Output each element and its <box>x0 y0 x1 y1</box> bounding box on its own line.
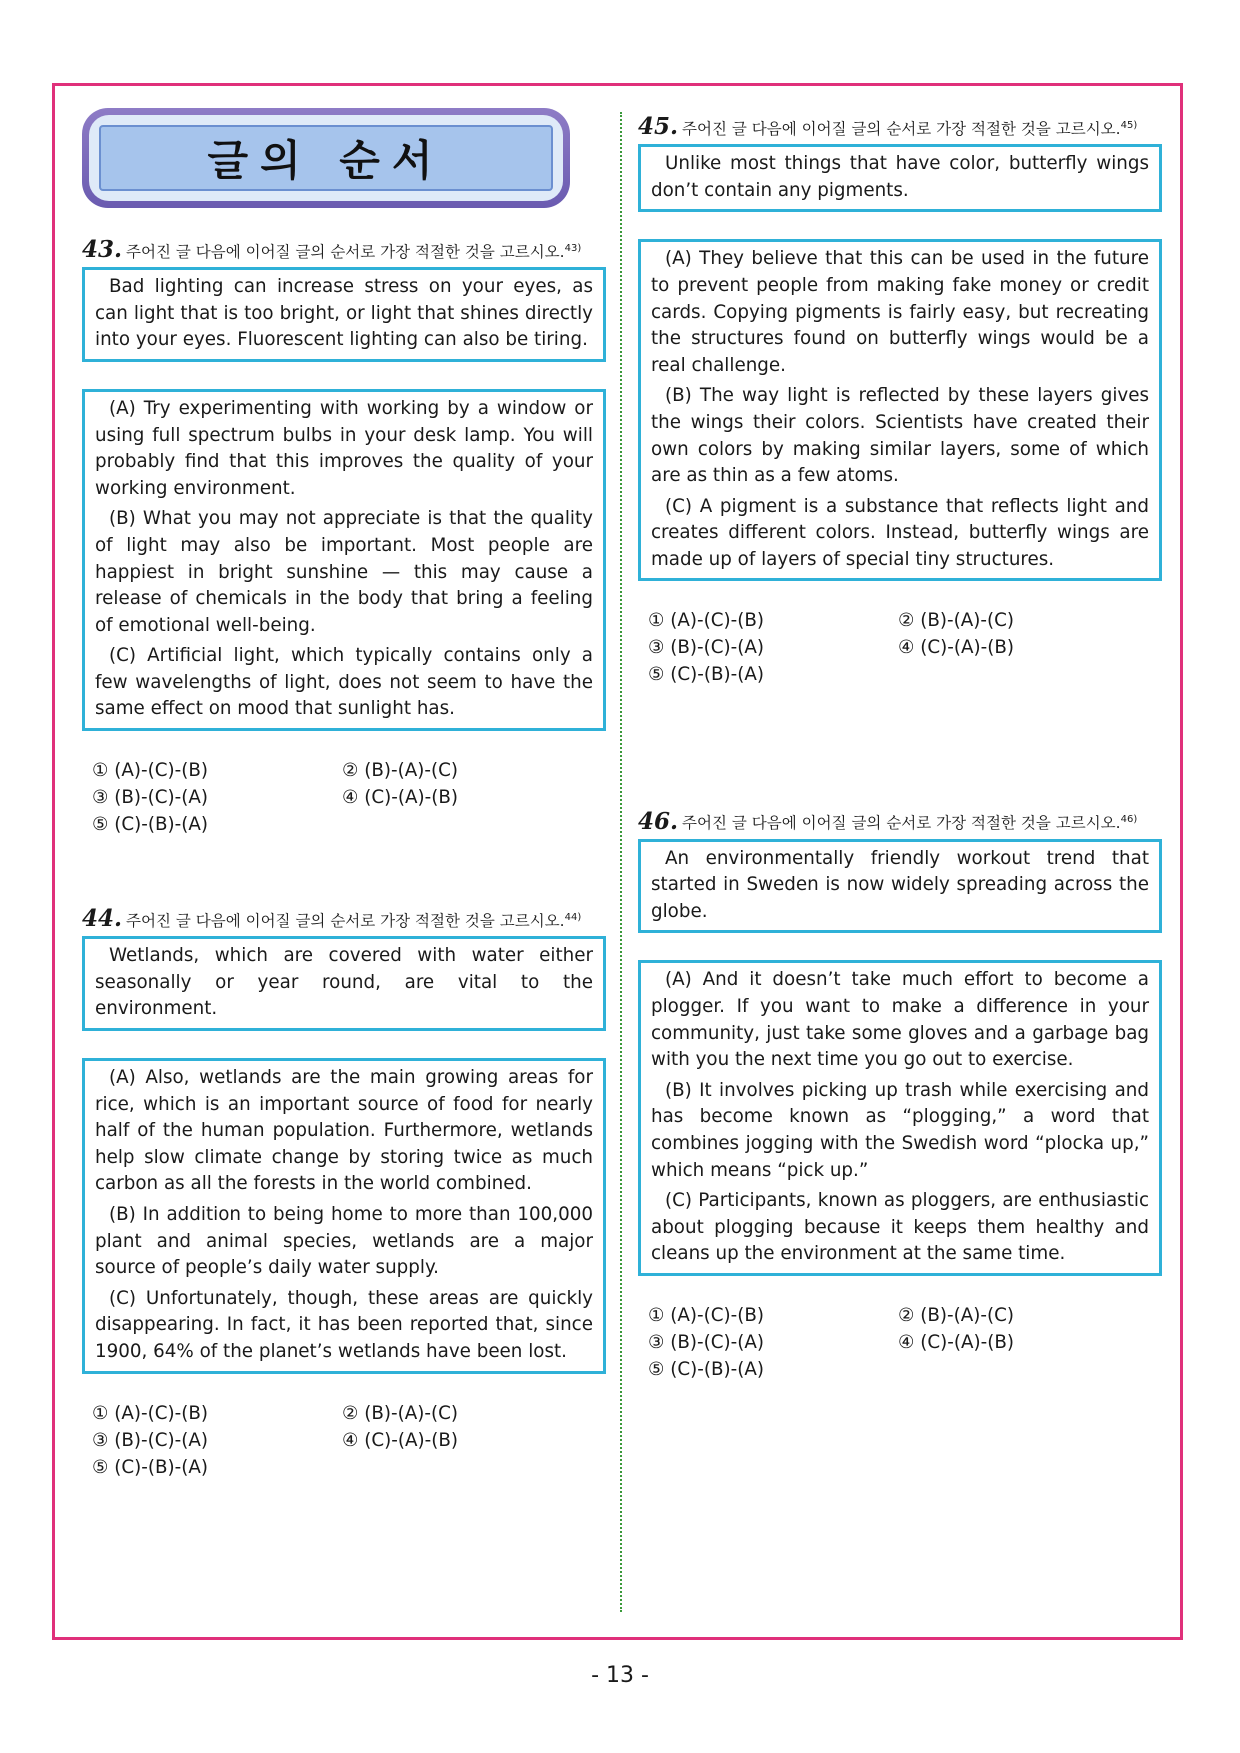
left-column <box>82 108 606 1480</box>
ordering-passages-box <box>82 389 606 731</box>
passage-c: (C) Participants, known as ploggers, are enthusiastic about plogging because it keeps them healthy and cleans up the environment at the same time. <box>651 1190 1149 1265</box>
footnote-ref: 46) <box>1120 814 1138 826</box>
choice-4[interactable]: ④ (C)-(A)-(B) <box>342 1429 458 1451</box>
column-divider <box>620 112 622 1612</box>
question-prompt: 46. 주어진 글 다음에 이어질 글의 순서로 가장 적절한 것을 고르시오.$^{46)}$ <box>638 807 1138 835</box>
question-number: 44. <box>82 905 123 933</box>
passage-a: (A) And it doesn’t take much effort to become a plogger. If you want to make a difference in your community, just take some gloves and a garbage bag with you the next time you go out to exercise. <box>651 969 1149 1071</box>
choice-4[interactable]: ④ (C)-(A)-(B) <box>898 1331 1014 1353</box>
question-prompt: 44. 주어진 글 다음에 이어질 글의 순서로 가장 적절한 것을 고르시오.$^{44)}$ <box>82 905 582 933</box>
intro-passage-box <box>638 839 1162 934</box>
choice-2[interactable]: ② (B)-(A)-(C) <box>898 610 1014 632</box>
choice-3[interactable]: ③ (B)-(C)-(A) <box>92 787 208 809</box>
question-45 <box>638 115 1162 687</box>
question-prompt: 45. 주어진 글 다음에 이어질 글의 순서로 가장 적절한 것을 고르시오.$^{45)}$ <box>638 113 1138 141</box>
choice-5[interactable]: ⑤ (C)-(B)-(A) <box>92 814 208 836</box>
ordering-passages-box <box>638 239 1162 581</box>
footnote-ref: 44) <box>564 912 582 924</box>
answer-choices <box>638 1303 1162 1382</box>
intro-passage: Bad lighting can increase stress on your eyes, as can light that is too bright, or light that shines directly into your eyes. Fluorescent lighting can also be tiring. <box>95 276 593 351</box>
intro-passage-box <box>82 267 606 362</box>
intro-passage-box <box>638 144 1162 212</box>
right-column <box>638 115 1162 1382</box>
question-43 <box>82 238 606 837</box>
choice-3[interactable]: ③ (B)-(C)-(A) <box>648 1331 764 1353</box>
choice-5[interactable]: ⑤ (C)-(B)-(A) <box>648 664 764 686</box>
passage-a: (A) Try experimenting with working by a window or using full spectrum bulbs in your desk lamp. You will probably find that this improves the quality of your working environment. <box>95 397 593 499</box>
passage-a: (A) They believe that this can be used in the future to prevent people from making fake money or credit cards. Copying pigments is fairly easy, but recreating the structures found on butterfly wings would be a real challenge. <box>651 248 1149 376</box>
page-number: - 13 - <box>591 1663 649 1688</box>
choice-2[interactable]: ② (B)-(A)-(C) <box>898 1304 1014 1326</box>
ordering-passages-box <box>82 1058 606 1374</box>
choice-1[interactable]: ① (A)-(C)-(B) <box>648 1304 764 1326</box>
question-44 <box>82 907 606 1479</box>
choice-4[interactable]: ④ (C)-(A)-(B) <box>342 787 458 809</box>
passage-b: (B) In addition to being home to more than 100,000 plant and animal species, wetlands are a major source of people’s daily water supply. <box>95 1203 593 1279</box>
choice-5[interactable]: ⑤ (C)-(B)-(A) <box>92 1456 208 1478</box>
intro-passage: An environmentally friendly workout trend that started in Sweden is now widely spreading across the globe. <box>651 847 1149 922</box>
choice-1[interactable]: ① (A)-(C)-(B) <box>92 1402 208 1424</box>
answer-choices <box>638 608 1162 687</box>
question-prompt: 43. 주어진 글 다음에 이어질 글의 순서로 가장 적절한 것을 고르시오.$^{43)}$ <box>82 236 582 264</box>
choice-3[interactable]: ③ (B)-(C)-(A) <box>648 637 764 659</box>
intro-passage: Unlike most things that have color, butterfly wings don’t contain any pigments. <box>651 153 1149 201</box>
choice-1[interactable]: ① (A)-(C)-(B) <box>648 610 764 632</box>
section-title: 글의 순서 <box>99 125 553 191</box>
choice-1[interactable]: ① (A)-(C)-(B) <box>92 760 208 782</box>
ordering-passages-box <box>638 960 1162 1276</box>
question-number: 45. <box>638 113 679 141</box>
choice-3[interactable]: ③ (B)-(C)-(A) <box>92 1429 208 1451</box>
choice-2[interactable]: ② (B)-(A)-(C) <box>342 760 458 782</box>
question-number: 43. <box>82 236 123 264</box>
passage-b: (B) It involves picking up trash while exercising and has become known as “plogging,” a word that combines jogging with the Swedish word “plocka up,” which means “pick up.” <box>651 1079 1149 1181</box>
section-title-banner <box>82 108 570 208</box>
passage-b: (B) The way light is reflected by these layers gives the wings their colors. Scientists have created their own colors by making similar layers, some of which are as thin as a few atoms. <box>651 385 1149 487</box>
question-46 <box>638 809 1162 1381</box>
question-number: 46. <box>638 807 679 835</box>
footnote-ref: 43) <box>564 243 582 254</box>
answer-choices <box>82 758 606 837</box>
passage-a: (A) Also, wetlands are the main growing areas for rice, which is an important source of food for nearly half of the human population. Furthermore, wetlands help slow climate change by storing twice as much carbon as all the forests in the world combined. <box>95 1067 593 1195</box>
passage-c: (C) Unfortunately, though, these areas are quickly disappearing. In fact, it has been reported that, since 1900, 64% of the planet’s wetlands have been lost. <box>95 1287 593 1362</box>
intro-passage: Wetlands, which are covered with water either seasonally or year round, are vital to the environment. <box>95 945 593 1020</box>
passage-c: (C) A pigment is a substance that reflects light and creates different colors. Instead, butterfly wings are made up of layers of special tiny structures. <box>651 495 1149 570</box>
choice-5[interactable]: ⑤ (C)-(B)-(A) <box>648 1358 764 1380</box>
passage-c: (C) Artificial light, which typically contains only a few wavelengths of light, does not seem to have the same effect on mood that sunlight has. <box>95 645 593 720</box>
footnote-ref: 45) <box>1120 120 1138 131</box>
answer-choices <box>82 1401 606 1480</box>
choice-4[interactable]: ④ (C)-(A)-(B) <box>898 637 1014 659</box>
passage-b: (B) What you may not appreciate is that the quality of light may also be important. Most people are happiest in bright sunshine — this may cause a release of chemicals in the body that bring a feeling of emotional well-being. <box>95 508 593 636</box>
intro-passage-box <box>82 936 606 1031</box>
choice-2[interactable]: ② (B)-(A)-(C) <box>342 1402 458 1424</box>
